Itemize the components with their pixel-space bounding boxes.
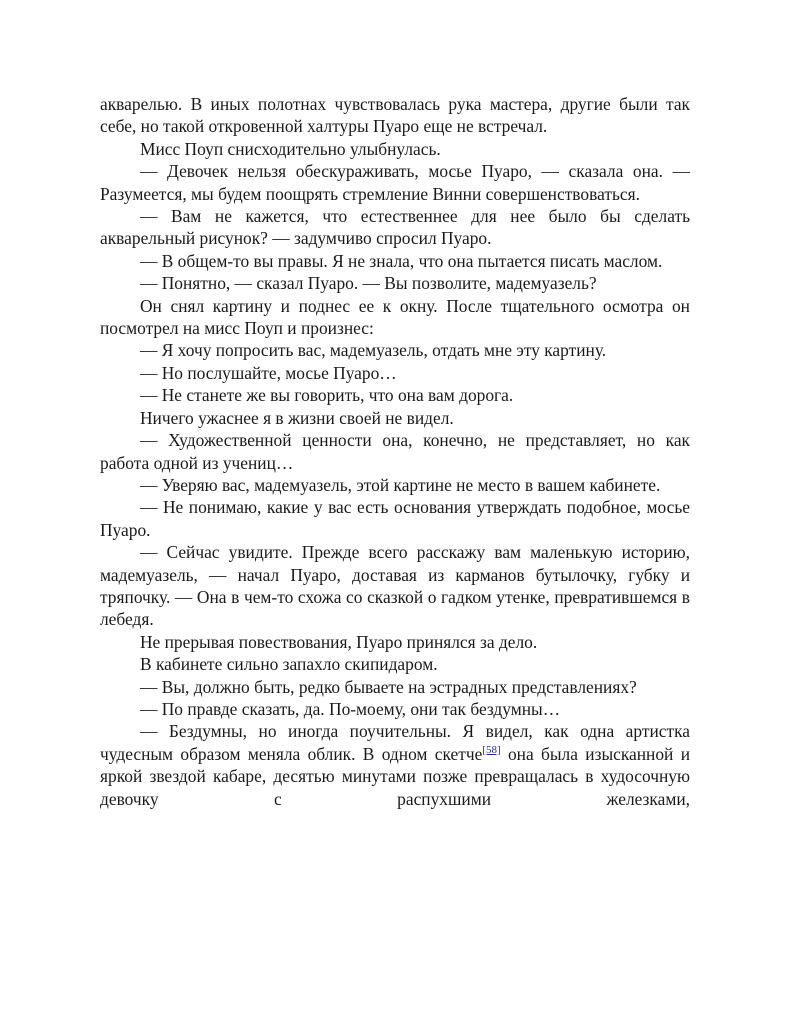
paragraph: — Я хочу попросить вас, мадемуазель, отдать мне эту картину. [140, 340, 607, 361]
paragraph: — По правде сказать, да. По-моему, они так бездумны… [140, 698, 561, 719]
paragraph: — Художественной ценности она, конечно, не представляет, но как работа одной из учениц… [100, 430, 690, 473]
paragraph: — Девочек нельзя обескураживать, мосье Пуаро, — сказала она. — Разумеется, мы будем поощрять стремление Винни совершенствоваться. [100, 161, 690, 204]
footnote-link[interactable]: [58] [482, 743, 501, 756]
footnote-ref [482, 744, 500, 756]
paragraph: — Понятно, — сказал Пуаро. — Вы позволите, мадемуазель? [140, 273, 597, 294]
paragraph: Мисс Поуп снисходительно улыбнулась. [140, 138, 441, 159]
paragraph: акварелью. В иных полотнах чувствовалась рука мастера, другие были так себе, но такой откровенной халтуры Пуаро еще не встречал. [100, 94, 690, 137]
paragraph-text-before-footnote: — Бездумны, но иногда поучительны. Я видел, как одна артистка чудесным образом меняла облик. В одном скетче [100, 721, 690, 764]
paragraph: — В общем-то вы правы. Я не знала, что она пытается писать маслом. [140, 250, 663, 271]
paragraph: — Уверяю вас, мадемуазель, этой картине не место в вашем кабинете. [140, 474, 661, 495]
book-text [100, 93, 690, 810]
paragraph: — Не понимаю, какие у вас есть основания утверждать подобное, мосье Пуаро. [100, 497, 690, 540]
paragraph-text-after-footnote: она была изысканной и яркой звездой кабаре, десятью минутами позже превращалась в худосочную девочку с распухшими железками, [100, 743, 690, 809]
paragraph: Ничего ужаснее я в жизни своей не видел. [140, 407, 454, 428]
paragraph: — Не станете же вы говорить, что она вам дорога. [140, 385, 514, 406]
paragraph: Он снял картину и поднес ее к окну. После тщательного осмотра он посмотрел на мисс Поуп и произнес: [100, 295, 690, 339]
paragraph: — Но послушайте, мосье Пуаро… [140, 362, 397, 383]
paragraph: — Вы, должно быть, редко бываете на эстрадных представлениях? [140, 676, 637, 697]
paragraph: Не прерывая повествования, Пуаро принялся за дело. [140, 631, 538, 652]
paragraph: — Сейчас увидите. Прежде всего расскажу вам маленькую историю, мадемуазель, — начал Пуаро, доставая из карманов бутылочку, губку и тряпочку. — Она в чем-то схожа со сказкой о гадком утенке, превратившемся в лебедя. [100, 542, 690, 630]
paragraph: В кабинете сильно запахло скипидаром. [140, 654, 438, 675]
paragraph-with-footnote [100, 720, 690, 810]
paragraph: — Вам не кажется, что естественнее для нее было бы сделать акварельный рисунок? — задумчиво спросил Пуаро. [100, 206, 690, 249]
